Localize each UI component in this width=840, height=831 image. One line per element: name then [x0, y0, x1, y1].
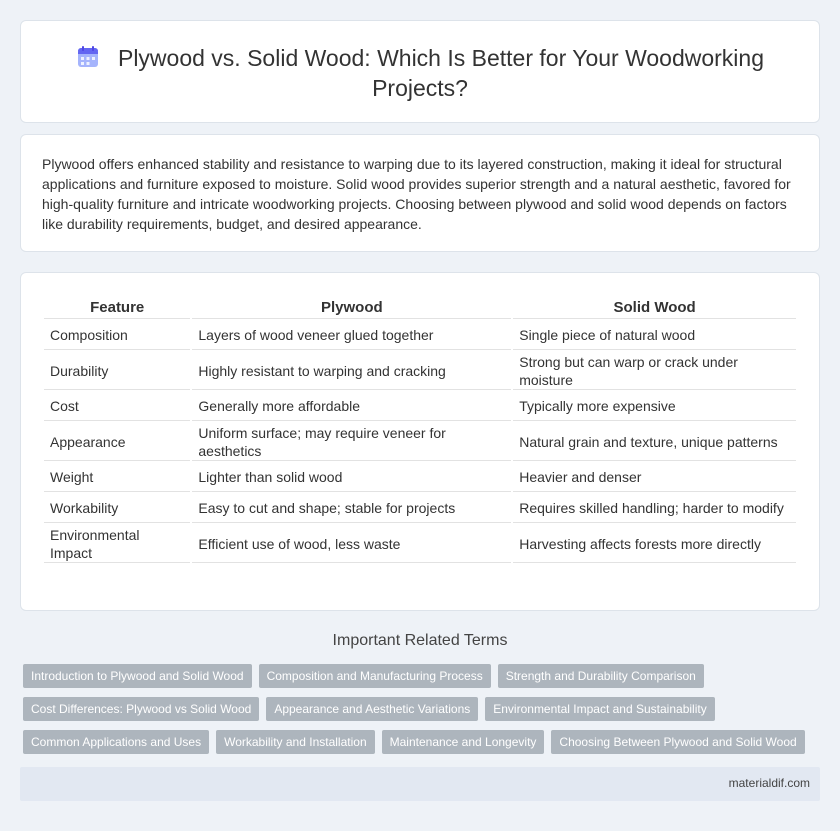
table-row: [44, 423, 796, 461]
table-row: [44, 352, 796, 390]
header-plywood: Plywood: [192, 297, 511, 319]
plywood-cell: Efficient use of wood, less waste: [192, 525, 511, 563]
table-row: [44, 321, 796, 350]
tag-row: [23, 697, 823, 721]
plywood-cell: Uniform surface; may require veneer for aesthetics: [192, 423, 511, 461]
plywood-cell: Highly resistant to warping and cracking: [192, 352, 511, 390]
comparison-table-card: [20, 272, 820, 611]
related-term-tag[interactable]: Common Applications and Uses: [23, 730, 209, 754]
plywood-cell: Layers of wood veneer glued together: [192, 321, 511, 350]
plywood-cell: Easy to cut and shape; stable for projects: [192, 494, 511, 523]
related-term-tag[interactable]: Introduction to Plywood and Solid Wood: [23, 664, 252, 688]
related-term-tag[interactable]: Appearance and Aesthetic Variations: [266, 697, 478, 721]
title-card: [20, 20, 820, 123]
related-term-tag[interactable]: Composition and Manufacturing Process: [259, 664, 491, 688]
tag-row: [23, 730, 823, 754]
solid-wood-cell: Heavier and denser: [513, 463, 796, 492]
solid-wood-cell: Harvesting affects forests more directly: [513, 525, 796, 563]
footer: [20, 767, 820, 801]
solid-wood-cell: Strong but can warp or crack under moisture: [513, 352, 796, 390]
solid-wood-cell: Natural grain and texture, unique patterns: [513, 423, 796, 461]
footer-site-link[interactable]: materialdif.com: [728, 776, 810, 790]
related-term-tag[interactable]: Cost Differences: Plywood vs Solid Wood: [23, 697, 259, 721]
feature-cell: Environmental Impact: [44, 525, 190, 563]
plywood-cell: Generally more affordable: [192, 392, 511, 421]
feature-cell: Cost: [44, 392, 190, 421]
tag-row: [23, 664, 823, 688]
table-row: [44, 392, 796, 421]
table-header-row: [44, 297, 796, 319]
feature-cell: Weight: [44, 463, 190, 492]
solid-wood-cell: Single piece of natural wood: [513, 321, 796, 350]
related-term-tag[interactable]: Environmental Impact and Sustainability: [485, 697, 714, 721]
related-term-tag[interactable]: Choosing Between Plywood and Solid Wood: [551, 730, 804, 754]
intro-card: [20, 134, 820, 252]
table-row: [44, 494, 796, 523]
solid-wood-cell: Typically more expensive: [513, 392, 796, 421]
feature-cell: Composition: [44, 321, 190, 350]
page-title: [61, 43, 779, 103]
solid-wood-cell: Requires skilled handling; harder to modify: [513, 494, 796, 523]
header-solid-wood: Solid Wood: [513, 297, 796, 319]
feature-cell: Appearance: [44, 423, 190, 461]
related-term-tag[interactable]: Strength and Durability Comparison: [498, 664, 704, 688]
feature-cell: Workability: [44, 494, 190, 523]
feature-cell: Durability: [44, 352, 190, 390]
plywood-cell: Lighter than solid wood: [192, 463, 511, 492]
related-term-tag[interactable]: Workability and Installation: [216, 730, 375, 754]
related-term-tag[interactable]: Maintenance and Longevity: [382, 730, 545, 754]
comparison-table: [42, 295, 798, 565]
intro-paragraph: Plywood offers enhanced stability and resistance to warping due to its layered construction, making it ideal for structural applications and furniture exposed to moisture. Solid wood provides superior strength and a natural aesthetic, favored for high-quality furniture and intricate woodworking projects. Choosing between plywood and solid wood depends on factors like durability requirements, budget, and desired appearance.: [42, 156, 791, 232]
related-terms-tags: [23, 664, 823, 763]
table-row: [44, 463, 796, 492]
related-terms-heading: Important Related Terms: [332, 632, 508, 649]
header-feature: Feature: [44, 297, 190, 319]
calendar-icon: [76, 45, 100, 69]
table-row: [44, 525, 796, 563]
page-title-text: Plywood vs. Solid Wood: Which Is Better for Your Woodworking Projects?: [117, 45, 764, 101]
